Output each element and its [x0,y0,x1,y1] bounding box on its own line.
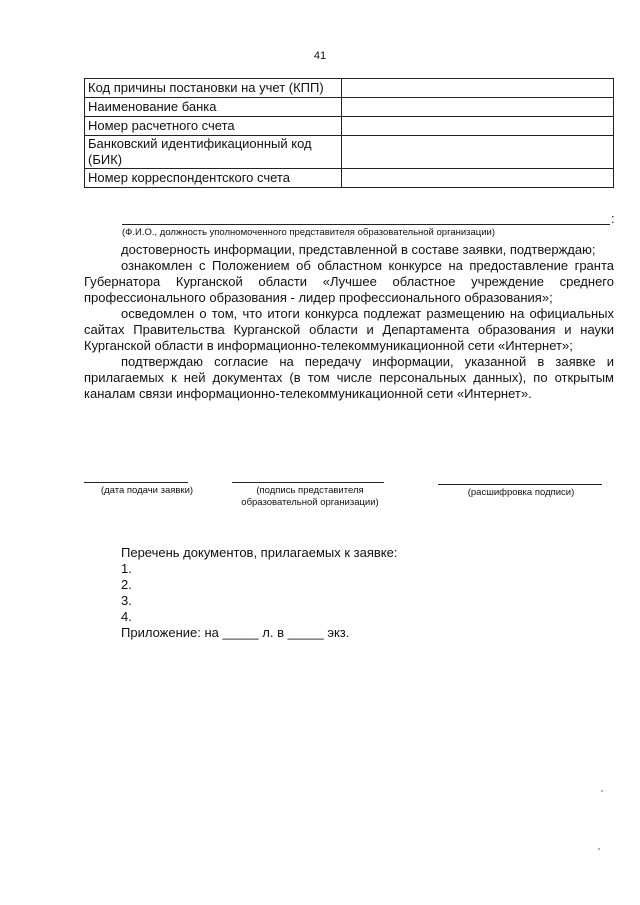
signature-block [226,482,394,509]
paragraph: осведомлен о том, что итоги конкурса подлежат размещению на официальных сайтах Правительства Курганской области и Департамента образования и науки Курганской области в информационно-телекоммуникационной сети «Интернет»; [84,306,614,353]
list-item: 2. [121,577,132,592]
table-row [85,169,614,188]
attachments-heading: Перечень документов, прилагаемых к заявке: [121,545,398,560]
fio-colon: : [611,211,615,226]
table-cell-label: Наименование банка [85,98,342,117]
date-caption: (дата подачи заявки) [100,485,194,496]
date-signature-block [84,482,210,497]
scan-speck [598,848,600,850]
bank-details-table [84,78,614,188]
table-cell-value [342,98,614,117]
list-item: 1. [121,561,132,576]
table-cell-value [342,79,614,98]
decoding-line [438,484,602,485]
paragraph: ознакомлен с Положением об областном конкурсе на предоставление гранта Губернатора Курганской области «Лучшее областное учреждение среднего профессионального образования - лидер профессионального образования»; [84,258,614,305]
list-item: 4. [121,609,132,624]
fio-caption: (Ф.И.О., должность уполномоченного представителя образовательной организации) [122,227,496,238]
decoding-caption: (расшифровка подписи) [467,487,575,498]
page-number: 41 [313,50,327,62]
paragraph: подтверждаю согласие на передачу информации, указанной в заявке и прилагаемых к ней документах (в том числе персональных данных), по открытым каналам связи информационно-телекоммуникационной сети «Интернет». [84,354,614,401]
table-row [85,98,614,117]
signature-line [232,482,384,483]
table-row [85,117,614,136]
scan-speck [601,790,603,792]
decoding-signature-block [438,484,604,499]
table-cell-label: Банковский идентификационный код (БИК) [85,136,342,169]
table-cell-label: Номер корреспондентского счета [85,169,342,188]
table-cell-value [342,117,614,136]
confirmation-text [84,242,614,402]
appendix-line: Приложение: на _____ л. в _____ экз. [121,625,350,640]
table-row [85,79,614,98]
attachments-list [121,545,397,641]
table-cell-value [342,169,614,188]
list-item: 3. [121,593,132,608]
table-row [85,136,614,169]
signature-caption-2: образовательной организации) [241,497,379,508]
signature-caption-1: (подпись представителя [256,485,364,496]
paragraph: достоверность информации, представленной в составе заявки, подтверждаю; [121,242,596,257]
date-line [84,482,188,483]
fio-signature-line [122,224,610,225]
table-cell-value [342,136,614,169]
table-cell-label: Код причины постановки на учет (КПП) [85,79,342,98]
table-cell-label: Номер расчетного счета [85,117,342,136]
